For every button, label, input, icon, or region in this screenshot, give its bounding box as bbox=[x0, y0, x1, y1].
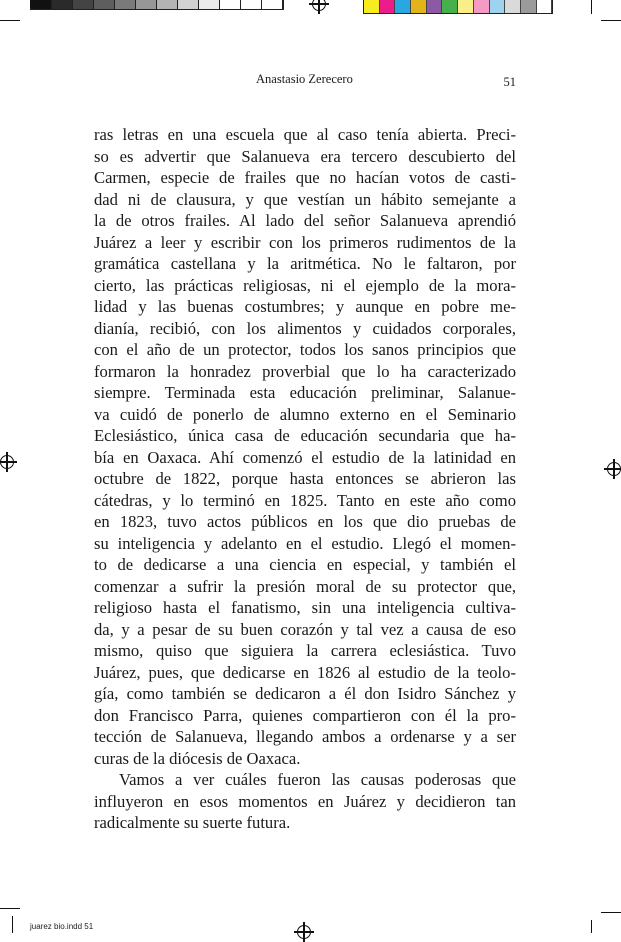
text-line: Eclesiástico, única casa de educación secundaria que ha- bbox=[94, 426, 516, 445]
registration-mark-top bbox=[312, 0, 326, 11]
text-line: gía, como también se dedicaron a él don Isidro Sánchez y bbox=[94, 684, 516, 703]
header-author: Anastasio Zerecero bbox=[256, 72, 353, 86]
text-line: comenzar a sufrir la presión moral de su protector que, bbox=[94, 576, 516, 596]
registration-mark-left bbox=[0, 455, 14, 469]
text-line: va cuidó de ponerlo de alumno externo en el Seminario bbox=[94, 404, 516, 424]
text-line: dad ni de clausura, y que vestían un hábito semejante a bbox=[94, 189, 516, 209]
text-line: Juárez a leer y escribir con los primeros rudimentos de la bbox=[94, 232, 516, 252]
text-line: lidad y las buenas costumbres; y aunque en pobre me- bbox=[94, 297, 516, 316]
crop-mark bbox=[601, 20, 621, 21]
text-line: tección de Salanueva, llegando ambos a ordenarse y a ser bbox=[94, 727, 516, 746]
color-swatch bbox=[521, 0, 537, 13]
color-swatch bbox=[505, 0, 521, 13]
color-swatch bbox=[458, 0, 474, 13]
text-line: gramática castellana y la aritmética. No le faltaron, por bbox=[94, 254, 516, 273]
color-swatch bbox=[427, 0, 443, 13]
text-line: formaron la honradez proverbial que lo ha caracterizado bbox=[94, 361, 516, 381]
gray-swatch bbox=[199, 0, 220, 9]
crop-mark bbox=[591, 0, 592, 14]
color-swatch bbox=[411, 0, 427, 13]
text-line: don Francisco Parra, quienes compartieron con él la pro- bbox=[94, 705, 516, 725]
color-swatch bbox=[395, 0, 411, 13]
text-line: Vamos a ver cuáles fueron las causas poderosas que bbox=[119, 770, 516, 789]
gray-swatch bbox=[52, 0, 73, 9]
text-line: con el año de un protector, todos los sanos principios que bbox=[94, 340, 516, 359]
gray-swatch bbox=[178, 0, 199, 9]
gray-swatch bbox=[136, 0, 157, 9]
grayscale-calibration-bar bbox=[30, 0, 284, 10]
gray-swatch bbox=[94, 0, 115, 9]
running-header bbox=[100, 72, 516, 90]
color-swatch bbox=[537, 0, 553, 13]
text-line: to de dedicarse a una ciencia en especial, y también el bbox=[94, 555, 516, 574]
crop-mark bbox=[0, 908, 20, 909]
gray-swatch bbox=[262, 0, 283, 9]
text-line: Juárez, pues, que dedicarse en 1826 al estudio de la teolo- bbox=[94, 662, 516, 682]
text-line: su inteligencia y adelanto en el estudio. Llegó el momen- bbox=[94, 533, 516, 553]
text-line: Carmen, especie de frailes que no hacían votos de casti- bbox=[94, 168, 516, 187]
color-swatch bbox=[364, 0, 380, 13]
gray-swatch bbox=[115, 0, 136, 9]
text-line: curas de la diócesis de Oaxaca. bbox=[94, 748, 301, 768]
color-swatch bbox=[380, 0, 396, 13]
crop-mark bbox=[591, 920, 592, 933]
crop-mark bbox=[601, 912, 621, 913]
text-line: mismo, quiso que siguiera la carrera eclesiástica. Tuvo bbox=[94, 641, 516, 660]
color-calibration-bar bbox=[363, 0, 553, 14]
text-line: la de otros frailes. Al lado del señor Salanueva aprendió bbox=[94, 211, 516, 230]
text-line: cierto, las prácticas religiosas, ni el ejemplo de la mora- bbox=[94, 275, 516, 295]
file-slug: juarez bio.indd 51 bbox=[30, 922, 94, 931]
gray-swatch bbox=[73, 0, 94, 9]
crop-mark bbox=[0, 20, 20, 21]
text-line: influyeron en esos momentos en Juárez y decidieron tan bbox=[94, 791, 516, 811]
gray-swatch bbox=[220, 0, 241, 9]
color-swatch bbox=[442, 0, 458, 13]
page-number: 51 bbox=[503, 75, 516, 89]
text-line: siempre. Terminada esta educación preliminar, Salanue- bbox=[94, 383, 516, 402]
text-line: dianía, recibió, con los alimentos y cuidados corporales, bbox=[94, 318, 516, 338]
text-line: octubre de 1822, porque hasta entonces se abrieron las bbox=[94, 469, 516, 488]
text-line: da, y a pesar de su buen corazón y tal vez a causa de eso bbox=[94, 619, 516, 639]
crop-mark bbox=[12, 916, 13, 933]
gray-swatch bbox=[157, 0, 178, 9]
text-line: en 1823, tuvo actos públicos en los que dio pruebas de bbox=[94, 512, 516, 531]
text-line: religioso hasta el fanatismo, sin una inteligencia cultiva- bbox=[94, 598, 516, 617]
text-line: cátedras, y lo terminó en 1825. Tanto en este año como bbox=[94, 490, 516, 510]
gray-swatch bbox=[31, 0, 52, 9]
text-line: bía en Oaxaca. Ahí comenzó el estudio de la latinidad en bbox=[94, 447, 516, 467]
text-line: ras letras en una escuela que al caso tenía abierta. Preci- bbox=[94, 125, 516, 144]
body-text bbox=[94, 124, 516, 834]
text-line: so es advertir que Salanueva era tercero descubierto del bbox=[94, 146, 516, 166]
color-swatch bbox=[474, 0, 490, 13]
registration-mark-bottom bbox=[297, 925, 311, 939]
color-swatch bbox=[490, 0, 506, 13]
registration-mark-right bbox=[607, 462, 621, 476]
crop-mark bbox=[30, 0, 31, 8]
text-line: radicalmente su suerte futura. bbox=[94, 813, 291, 832]
gray-swatch bbox=[241, 0, 262, 9]
